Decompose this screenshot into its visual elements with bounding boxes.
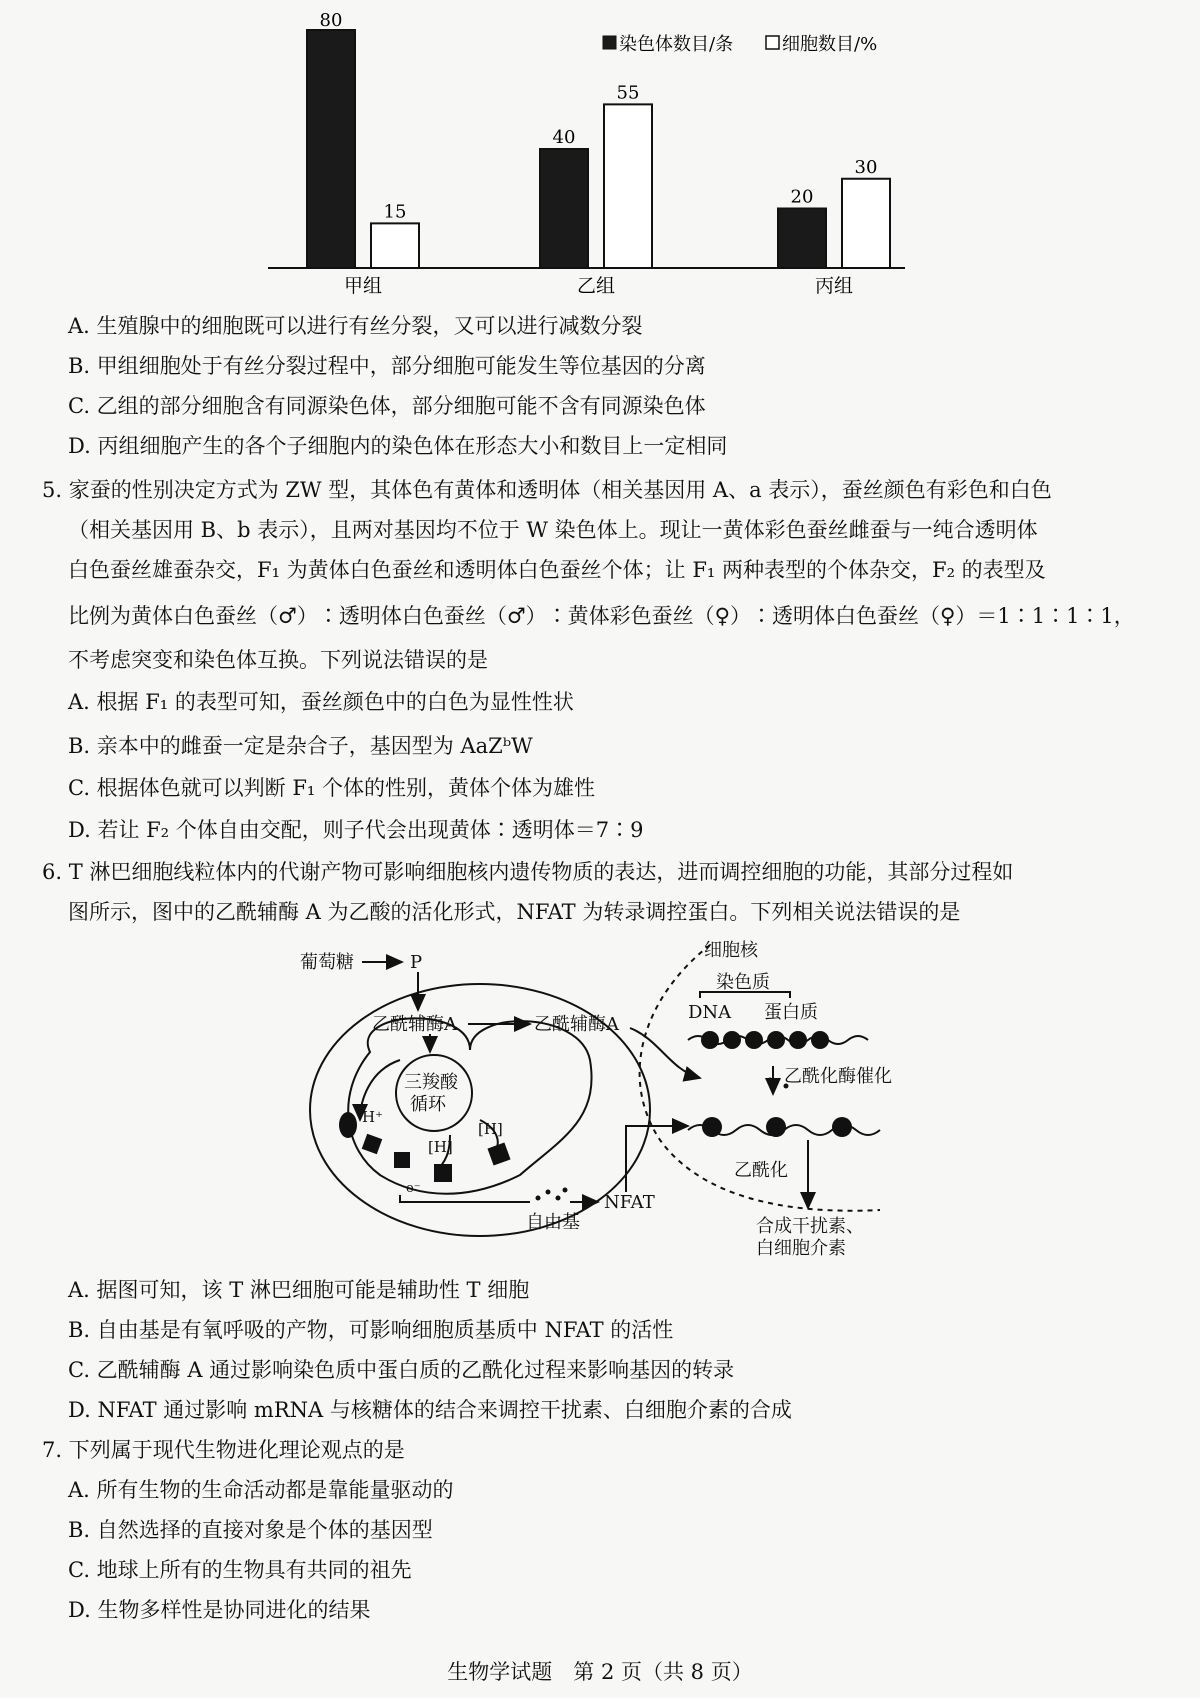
- q5-stem-line-1: 5. 家蚕的性别决定方式为 ZW 型，其体色有黄体和透明体（相关基因用 A、a 表示），蚕丝颜色有彩色和白色: [42, 478, 1052, 502]
- label-p: P: [410, 952, 423, 973]
- x-tick-label-3: 丙组: [814, 275, 854, 297]
- label-acetyl-coa-cyto: 乙酰辅酶A: [534, 1014, 619, 1035]
- q4-option-a: A. 生殖腺中的细胞既可以进行有丝分裂，又可以进行减数分裂: [68, 314, 643, 338]
- label-dna: DNA: [688, 1002, 732, 1023]
- nucleosomes-top: [701, 1031, 829, 1049]
- data-label-chromosome-1: 80: [319, 10, 343, 31]
- q7-option-a: A. 所有生物的生命活动都是靠能量驱动的: [68, 1478, 454, 1502]
- label-acetylase: 乙酰化酶催化: [784, 1066, 892, 1087]
- label-h-plus: H⁺: [362, 1108, 383, 1126]
- q5-option-d: D. 若让 F₂ 个体自由交配，则子代会出现黄体∶透明体＝7∶9: [68, 818, 644, 842]
- q4-option-c: C. 乙组的部分细胞含有同源染色体，部分细胞可能不含有同源染色体: [68, 394, 706, 418]
- q6-option-a: A. 据图可知，该 T 淋巴细胞可能是辅助性 T 细胞: [68, 1278, 530, 1302]
- label-h-bracket-1: [H]: [428, 1138, 453, 1156]
- q7-stem: 7. 下列属于现代生物进化理论观点的是: [42, 1438, 405, 1462]
- data-label-chromosome-3: 20: [790, 186, 814, 208]
- label-free-radical: 自由基: [526, 1212, 580, 1233]
- q6-option-d: D. NFAT 通过影响 mRNA 与核糖体的结合来调控干扰素、白细胞介素的合成: [68, 1398, 792, 1422]
- q5-option-a: A. 根据 F₁ 的表型可知，蚕丝颜色中的白色为显性性状: [68, 690, 574, 714]
- q6-stem-line-1: 6. T 淋巴细胞线粒体内的代谢产物可影响细胞核内遗传物质的表达，进而调控细胞的功能，其部分过程如: [42, 860, 1014, 884]
- q5-stem-line-2: （相关基因用 B、b 表示），且两对基因均不位于 W 染色体上。现让一黄体彩色蚕丝雌蚕与一纯合透明体: [68, 518, 1038, 542]
- label-tca-2: 循环: [410, 1094, 446, 1115]
- q5-option-b: B. 亲本中的雌蚕一定是杂合子，基因型为 AaZᵇW: [68, 734, 533, 758]
- free-radical-dots: [536, 1078, 789, 1201]
- data-label-cells-2: 55: [616, 82, 640, 104]
- label-glucose: 葡萄糖: [300, 952, 354, 973]
- q6-option-b: B. 自由基是有氧呼吸的产物，可影响细胞质基质中 NFAT 的活性: [68, 1318, 674, 1342]
- label-nucleus: 细胞核: [704, 940, 758, 961]
- label-protein: 蛋白质: [764, 1002, 818, 1023]
- q5-stem-line-5: 不考虑突变和染色体互换。下列说法错误的是: [68, 648, 488, 672]
- q5-stem-line-3: 白色蚕丝雄蚕杂交，F₁ 为黄体白色蚕丝和透明体白色蚕丝个体；让 F₁ 两种表型的个体杂交，F₂ 的表型及: [68, 558, 1046, 582]
- x-tick-label-1: 甲组: [343, 275, 383, 297]
- q5-stem-line-4: 比例为黄体白色蚕丝（♂）∶透明体白色蚕丝（♂）∶黄体彩色蚕丝（♀）∶透明体白色蚕丝（♀）＝1∶1∶1∶1，: [68, 604, 1135, 628]
- q4-option-d: D. 丙组细胞产生的各个子细胞内的染色体在形态大小和数目上一定相同: [68, 434, 728, 458]
- data-label-chromosome-2: 40: [552, 127, 576, 148]
- q7-option-b: B. 自然选择的直接对象是个体的基因型: [68, 1518, 433, 1542]
- label-nfat: NFAT: [604, 1192, 655, 1213]
- legend-label-chromosome: 染色体数目/条: [619, 34, 734, 55]
- q5-option-c: C. 根据体色就可以判断 F₁ 个体的性别，黄体个体为雄性: [68, 776, 596, 800]
- label-acetylation: 乙酰化: [734, 1160, 788, 1181]
- label-h-bracket-2: [H]: [478, 1120, 503, 1138]
- data-label-cells-1: 15: [383, 201, 407, 223]
- q6-stem-line-2: 图所示，图中的乙酰辅酶 A 为乙酸的活化形式，NFAT 为转录调控蛋白。下列相关说法错误的是: [68, 900, 961, 924]
- data-label-cells-3: 30: [854, 156, 878, 178]
- label-chromatin: 染色质: [716, 972, 770, 993]
- label-acetyl-coa-mito: 乙酰辅酶A: [372, 1014, 457, 1035]
- x-tick-label-2: 乙组: [576, 275, 616, 297]
- label-synthesis-1: 合成干扰素、: [756, 1216, 864, 1237]
- label-electron: e⁻: [406, 1181, 421, 1196]
- page-footer: 生物学试题 第 2 页（共 8 页）: [447, 1660, 753, 1684]
- tca-cycle: [396, 1055, 472, 1131]
- q6-option-c: C. 乙酰辅酶 A 通过影响染色质中蛋白质的乙酰化过程来影响基因的转录: [68, 1358, 735, 1382]
- q4-option-b: B. 甲组细胞处于有丝分裂过程中，部分细胞可能发生等位基因的分离: [68, 354, 706, 378]
- label-synthesis-2: 白细胞介素: [756, 1238, 846, 1259]
- label-tca-1: 三羧酸: [404, 1072, 458, 1093]
- legend-label-cells: 细胞数目/%: [782, 34, 878, 55]
- q7-option-c: C. 地球上所有的生物具有共同的祖先: [68, 1558, 412, 1582]
- q7-option-d: D. 生物多样性是协同进化的结果: [68, 1598, 371, 1622]
